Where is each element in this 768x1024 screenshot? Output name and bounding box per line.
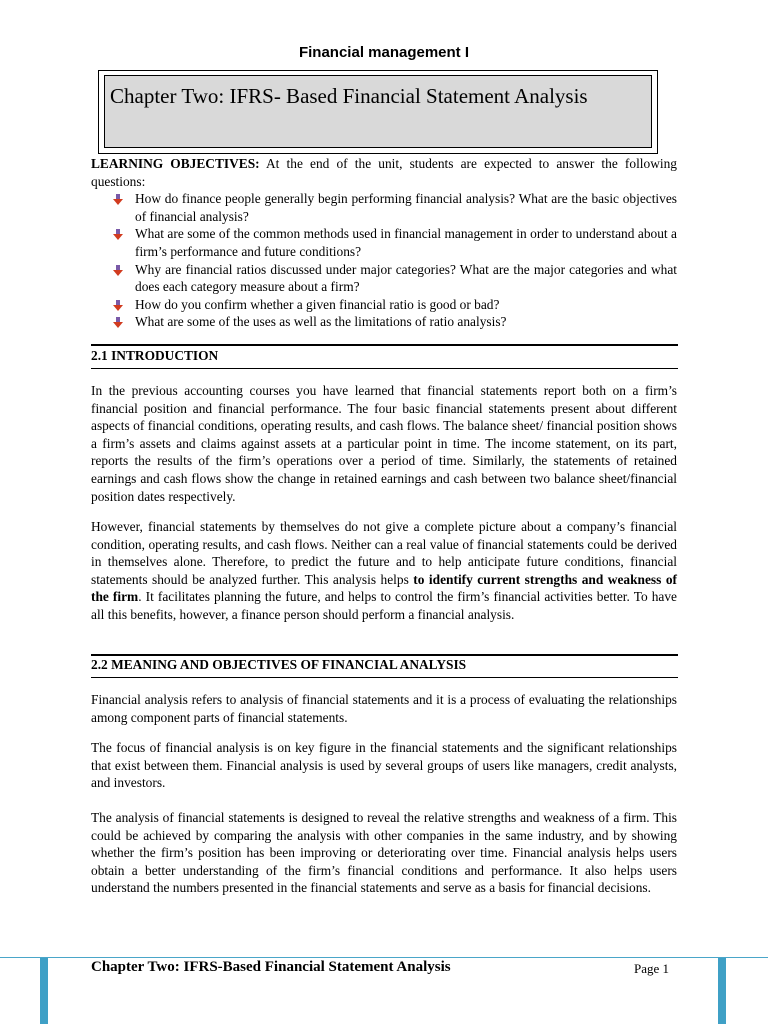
list-item bbox=[91, 261, 677, 296]
objectives-lead: LEARNING OBJECTIVES: bbox=[91, 156, 260, 171]
meaning-paragraph-2: The focus of financial analysis is on key figure in the financial statements and the significant relationships that exist between them. Financial analysis is used by several groups of users like managers, credit analysts, and investors. bbox=[91, 740, 677, 791]
section-heading-meaning: 2.2 MEANING AND OBJECTIVES OF FINANCIAL ANALYSIS bbox=[91, 657, 467, 672]
objectives-intro-text: At the end of the unit, students are expected to answer the following questions: bbox=[91, 156, 677, 189]
intro-paragraph-1: In the previous accounting courses you have learned that financial statements report both on a firm’s financial position and financial performance. The four basic financial statements present about different aspects of financial conditions, operating results, and cash flows. The balance sheet/ financial position shows a firm’s assets and claims against assets at a particular point in time. The income statement, on its part, reports the results of the firm’s operations over a period of time. Similarly, the statements of retained earnings and cash flows show the change in retained earnings and cash between two balance sheet/financial position dates respectively. bbox=[91, 383, 677, 504]
intro-p2-text: However, financial statements by themselves do not give a complete picture about a company’s financial condition, operating results, and cash flows. Neither can a real value of financial statements could be derived in themselves alone. Therefore, to predict the future and to help anticipate future conditions, financial statements should be analyzed further. This analysis helps bbox=[91, 519, 677, 587]
section-rule-bottom bbox=[91, 368, 678, 369]
footer-accent-bar-left bbox=[40, 958, 48, 1024]
objective-text: How do finance people generally begin performing financial analysis? What are the basic objectives of financial analysis? bbox=[135, 191, 677, 224]
footer-chapter-title: Chapter Two: IFRS-Based Financial Statement Analysis bbox=[91, 959, 451, 975]
objective-text: What are some of the common methods used in financial management in order to understand about a firm’s performance and future conditions? bbox=[135, 226, 677, 259]
down-arrow-bullet-icon bbox=[113, 300, 123, 311]
objective-text: How do you confirm whether a given financial ratio is good or bad? bbox=[135, 296, 500, 312]
page-number: Page 1 bbox=[634, 961, 670, 976]
list-item bbox=[91, 296, 677, 314]
intro-p2-emphasis: to identify current strengths and weakness of the firm bbox=[91, 571, 677, 605]
chapter-title: Chapter Two: IFRS- Based Financial Statement Analysis bbox=[110, 84, 588, 108]
meaning-paragraph-1: Financial analysis refers to analysis of financial statements and it is a process of evaluating the relationships among component parts of financial statements. bbox=[91, 692, 677, 725]
down-arrow-bullet-icon bbox=[113, 317, 123, 328]
footer-accent-bar-right bbox=[718, 958, 726, 1024]
meaning-paragraph-3: The analysis of financial statements is designed to reveal the relative strengths and weakness of a firm. This could be achieved by comparing the analysis with other companies in the same industry, and by showing whether the firm’s position has been improving or deteriorating over time. Financial analysis helps users obtain a better understanding of the firm’s financial conditions and performance. It also helps users understand the numbers presented in the financial statements and serve as a basis for financial decisions. bbox=[91, 810, 677, 896]
down-arrow-bullet-icon bbox=[113, 194, 123, 205]
learning-objectives bbox=[91, 155, 677, 331]
section-rule-top bbox=[91, 654, 678, 656]
section-heading-introduction: 2.1 INTRODUCTION bbox=[91, 348, 219, 363]
objective-text: Why are financial ratios discussed under major categories? What are the major categories and what does each category measure about a firm? bbox=[135, 261, 677, 295]
intro-p2-text-end: . It facilitates planning the future, and helps to control the firm’s financial activities better. To have all this benefits, however, a finance person should perform a financial analysis. bbox=[91, 589, 677, 622]
down-arrow-bullet-icon bbox=[113, 229, 123, 240]
objectives-list bbox=[91, 190, 677, 331]
section-rule-bottom bbox=[91, 677, 678, 678]
section-rule-top bbox=[91, 344, 678, 346]
list-item bbox=[91, 313, 677, 331]
intro-paragraph-2 bbox=[91, 518, 677, 624]
running-header: Financial management I bbox=[298, 44, 470, 61]
objectives-intro bbox=[91, 155, 677, 190]
list-item bbox=[91, 225, 677, 260]
footer-divider bbox=[0, 957, 768, 958]
list-item bbox=[91, 190, 677, 225]
down-arrow-bullet-icon bbox=[113, 265, 123, 276]
objective-text: What are some of the uses as well as the limitations of ratio analysis? bbox=[135, 314, 507, 330]
